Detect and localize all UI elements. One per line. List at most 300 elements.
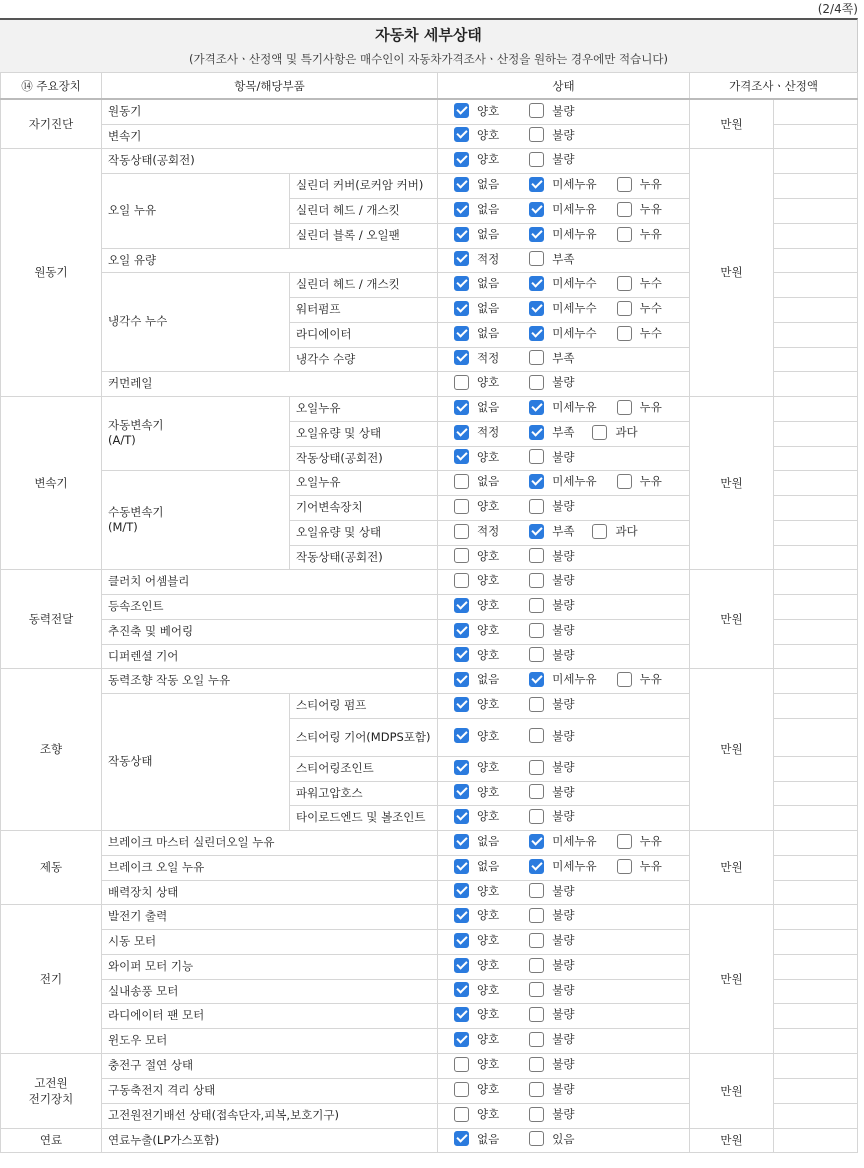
status-option: [454, 932, 499, 948]
remarks-cell[interactable]: [774, 198, 858, 223]
status-option: [454, 226, 499, 242]
item-cell: [102, 148, 438, 173]
status-cell: [438, 1128, 690, 1152]
remarks-cell[interactable]: [774, 272, 858, 297]
checkbox-icon[interactable]: [529, 499, 544, 514]
status-option-label: 불량: [552, 449, 575, 464]
sub-item-cell: [290, 805, 438, 830]
checked-checkbox-icon[interactable]: [454, 202, 469, 217]
status-option-label: 미세누유: [552, 202, 597, 217]
item-cell: [102, 954, 438, 979]
checked-checkbox-icon[interactable]: [454, 103, 469, 118]
item-cell: [102, 619, 438, 644]
item-cell-text: 작동상태(공회전): [108, 153, 195, 167]
checked-checkbox-icon[interactable]: [454, 672, 469, 687]
page-number: (2/4쪽): [817, 2, 858, 16]
status-option: [454, 350, 499, 366]
remarks-cell[interactable]: [774, 347, 858, 371]
item-cell-text: 와이퍼 모터 기능: [108, 959, 194, 973]
category-cell-text: 자기진단: [28, 116, 74, 131]
remarks-cell[interactable]: [774, 1078, 858, 1103]
checkbox-icon[interactable]: [529, 883, 544, 898]
status-option-label: 양호: [477, 127, 500, 142]
checked-checkbox-icon[interactable]: [454, 1131, 469, 1146]
status-option-label: 불량: [552, 958, 575, 973]
checked-checkbox-icon[interactable]: [454, 784, 469, 799]
section-title: 자동차 세부상태: [375, 26, 482, 44]
checkbox-icon[interactable]: [529, 598, 544, 613]
item-cell-text: 오일 누유: [108, 203, 157, 217]
sub-item-cell: [290, 322, 438, 347]
section-subtitle: (가격조사ㆍ산정액 및 특기사항은 매수인이 자동차가격조사ㆍ산정을 원하는 경우에만 적습니다): [189, 52, 668, 66]
checked-checkbox-icon[interactable]: [454, 908, 469, 923]
remarks-cell[interactable]: [774, 495, 858, 520]
status-option: [454, 127, 499, 143]
status-option-label: 누수: [639, 301, 662, 316]
sub-item-cell-text: 실린더 커버(로커암 커버): [296, 178, 424, 192]
status-option: [454, 808, 499, 824]
remarks-cell[interactable]: [774, 124, 858, 148]
checked-checkbox-icon[interactable]: [454, 127, 469, 142]
status-option-label: 없음: [477, 276, 500, 291]
checked-checkbox-icon[interactable]: [529, 276, 544, 291]
remarks-cell[interactable]: [774, 569, 858, 594]
remarks-cell[interactable]: [774, 929, 858, 954]
header-item: 항목/해당부품: [102, 73, 438, 100]
status-option-label: 양호: [477, 1007, 500, 1022]
status-option-label: 양호: [477, 152, 500, 167]
checked-checkbox-icon[interactable]: [529, 400, 544, 415]
checked-checkbox-icon[interactable]: [454, 227, 469, 242]
status-option: [454, 572, 499, 588]
checked-checkbox-icon[interactable]: [529, 202, 544, 217]
checkbox-icon[interactable]: [617, 202, 632, 217]
status-option: [617, 858, 662, 874]
status-cell: [438, 148, 690, 173]
checkbox-icon[interactable]: [529, 251, 544, 266]
price-unit-cell-text: 만원: [720, 971, 743, 986]
status-cell: [438, 223, 690, 248]
remarks-cell[interactable]: [774, 954, 858, 979]
remarks-cell[interactable]: [774, 223, 858, 248]
category-cell: [1, 668, 102, 830]
status-option-label: 있음: [552, 1131, 575, 1146]
status-option-label: 불량: [552, 760, 575, 775]
sub-item-cell-text: 파워고압호스: [296, 785, 363, 800]
status-option: [529, 932, 574, 948]
status-option-label: 양호: [477, 103, 500, 118]
status-option-label: 누유: [639, 859, 662, 874]
remarks-cell[interactable]: [774, 805, 858, 830]
status-option-label: 과다: [615, 425, 638, 440]
status-option: [529, 424, 574, 440]
checked-checkbox-icon[interactable]: [454, 1032, 469, 1047]
checked-checkbox-icon[interactable]: [454, 152, 469, 167]
sub-item-cell: [290, 470, 438, 495]
checked-checkbox-icon[interactable]: [454, 834, 469, 849]
status-option-label: 부족: [552, 524, 575, 539]
remarks-cell[interactable]: [774, 855, 858, 880]
checkbox-icon[interactable]: [454, 548, 469, 563]
checkbox-icon[interactable]: [454, 1082, 469, 1097]
remarks-cell[interactable]: [774, 756, 858, 781]
checked-checkbox-icon[interactable]: [529, 326, 544, 341]
checked-checkbox-icon[interactable]: [529, 834, 544, 849]
status-option-label: 미세누유: [552, 474, 597, 489]
checked-checkbox-icon[interactable]: [454, 697, 469, 712]
sub-item-cell-text: 냉각수 수량: [296, 351, 356, 366]
checkbox-icon[interactable]: [454, 499, 469, 514]
remarks-cell[interactable]: [774, 446, 858, 470]
checkbox-icon[interactable]: [529, 760, 544, 775]
checkbox-icon[interactable]: [454, 1057, 469, 1072]
price-unit-cell-text: 만원: [720, 265, 743, 279]
status-option: [454, 1056, 499, 1072]
status-option: [529, 374, 574, 390]
checked-checkbox-icon[interactable]: [454, 177, 469, 192]
checkbox-icon[interactable]: [529, 103, 544, 118]
remarks-cell[interactable]: [774, 396, 858, 421]
status-option: [529, 759, 574, 775]
checkbox-icon[interactable]: [529, 647, 544, 662]
checked-checkbox-icon[interactable]: [454, 647, 469, 662]
price-unit-cell: [690, 396, 774, 569]
item-cell: [102, 1128, 438, 1152]
status-option: [454, 1131, 499, 1147]
status-cell: [438, 781, 690, 805]
checkbox-icon[interactable]: [529, 127, 544, 142]
remarks-cell[interactable]: [774, 1003, 858, 1028]
item-cell-text: 디퍼렌셜 기어: [108, 648, 179, 663]
price-unit-cell-text: 만원: [720, 1133, 743, 1147]
item-cell: [102, 1003, 438, 1028]
checkbox-icon[interactable]: [592, 524, 607, 539]
checkbox-icon[interactable]: [454, 375, 469, 390]
status-option-label: 없음: [477, 227, 500, 242]
checkbox-icon[interactable]: [617, 859, 632, 874]
status-cell: [438, 830, 690, 855]
checked-checkbox-icon[interactable]: [454, 1007, 469, 1022]
remarks-cell[interactable]: [774, 693, 858, 718]
status-option: [529, 498, 574, 514]
status-option-label: 불량: [552, 1057, 575, 1072]
checkbox-icon[interactable]: [617, 474, 632, 489]
checkbox-icon[interactable]: [529, 1082, 544, 1097]
remarks-cell[interactable]: [774, 173, 858, 198]
remarks-cell[interactable]: [774, 371, 858, 396]
status-option-label: 적정: [477, 251, 500, 266]
remarks-cell[interactable]: [774, 781, 858, 805]
remarks-cell[interactable]: [774, 297, 858, 322]
checkbox-icon[interactable]: [592, 425, 607, 440]
status-option: [454, 251, 499, 267]
remarks-cell[interactable]: [774, 99, 858, 124]
checked-checkbox-icon[interactable]: [454, 933, 469, 948]
checked-checkbox-icon[interactable]: [454, 400, 469, 415]
table-row: [1, 830, 858, 855]
remarks-cell[interactable]: [774, 880, 858, 904]
checked-checkbox-icon[interactable]: [454, 425, 469, 440]
checked-checkbox-icon[interactable]: [529, 859, 544, 874]
table-row: [1, 148, 858, 173]
item-cell-text: 고전원전기배선 상태(접속단자,피복,보호기구): [108, 1108, 340, 1122]
status-option: [529, 350, 574, 366]
checkbox-icon[interactable]: [529, 1007, 544, 1022]
sub-item-cell: [290, 421, 438, 446]
checkbox-icon[interactable]: [529, 809, 544, 824]
remarks-cell[interactable]: [774, 594, 858, 619]
sub-item-cell-text: 스티어링 펌프: [296, 698, 367, 712]
status-cell: [438, 904, 690, 929]
checked-checkbox-icon[interactable]: [454, 760, 469, 775]
checked-checkbox-icon[interactable]: [529, 524, 544, 539]
status-cell: [438, 124, 690, 148]
status-cell: [438, 446, 690, 470]
checkbox-icon[interactable]: [454, 474, 469, 489]
header-price: 가격조사ㆍ산정액: [690, 73, 858, 100]
item-cell-text: 시동 모터: [108, 934, 157, 948]
checked-checkbox-icon[interactable]: [454, 809, 469, 824]
status-option: [454, 275, 499, 291]
status-option: [454, 498, 499, 514]
status-cell: [438, 248, 690, 272]
checkbox-icon[interactable]: [529, 623, 544, 638]
status-option: [454, 548, 499, 564]
remarks-cell[interactable]: [774, 470, 858, 495]
status-option: [529, 696, 574, 712]
checkbox-icon[interactable]: [529, 548, 544, 563]
remarks-cell[interactable]: [774, 718, 858, 756]
checkbox-icon[interactable]: [617, 400, 632, 415]
checked-checkbox-icon[interactable]: [529, 177, 544, 192]
checkbox-icon[interactable]: [617, 326, 632, 341]
sub-item-cell: [290, 693, 438, 718]
status-option-label: 미세누유: [552, 859, 597, 874]
status-option: [529, 1131, 574, 1147]
status-option: [617, 226, 662, 242]
status-option: [454, 784, 499, 800]
status-option: [529, 671, 596, 687]
remarks-cell[interactable]: [774, 148, 858, 173]
status-option-label: 불량: [552, 908, 575, 923]
item-cell-text: 구동축전지 격리 상태: [108, 1083, 216, 1097]
status-option-label: 미세누유: [552, 834, 597, 849]
table-row: [1, 668, 858, 693]
remarks-cell[interactable]: [774, 248, 858, 272]
remarks-cell[interactable]: [774, 322, 858, 347]
status-option-label: 과다: [615, 524, 638, 539]
status-option-label: 불량: [552, 1107, 575, 1122]
checkbox-icon[interactable]: [529, 1057, 544, 1072]
status-option-label: 미세누유: [552, 672, 597, 687]
remarks-cell[interactable]: [774, 1028, 858, 1053]
checked-checkbox-icon[interactable]: [454, 251, 469, 266]
checkbox-icon[interactable]: [617, 177, 632, 192]
checked-checkbox-icon[interactable]: [454, 326, 469, 341]
item-cell: [102, 855, 438, 880]
status-option: [529, 622, 574, 638]
status-option-label: 불량: [552, 982, 575, 997]
checkbox-icon[interactable]: [529, 573, 544, 588]
status-option-label: 불량: [552, 103, 575, 118]
remarks-cell[interactable]: [774, 1103, 858, 1128]
status-cell: [438, 272, 690, 297]
remarks-cell[interactable]: [774, 1128, 858, 1152]
checkbox-icon[interactable]: [454, 573, 469, 588]
remarks-cell[interactable]: [774, 520, 858, 545]
sub-item-cell-text: 오일누유: [296, 401, 341, 415]
sub-item-cell-text: 스티어링조인트: [296, 761, 374, 775]
checkbox-icon[interactable]: [529, 784, 544, 799]
price-unit-cell: [690, 148, 774, 396]
status-option: [454, 957, 499, 973]
status-option: [529, 127, 574, 143]
checked-checkbox-icon[interactable]: [454, 598, 469, 613]
checked-checkbox-icon[interactable]: [454, 350, 469, 365]
item-cell-text: 추진축 및 베어링: [108, 624, 194, 638]
checked-checkbox-icon[interactable]: [454, 859, 469, 874]
status-cell: [438, 322, 690, 347]
status-option: [454, 325, 499, 341]
status-option-label: 없음: [477, 301, 500, 316]
remarks-cell[interactable]: [774, 979, 858, 1003]
sub-item-cell-text: 오일유량 및 상태: [296, 525, 382, 539]
status-option: [454, 759, 499, 775]
checkbox-icon[interactable]: [529, 958, 544, 973]
checkbox-icon[interactable]: [529, 1131, 544, 1146]
checkbox-icon[interactable]: [529, 1032, 544, 1047]
status-option: [529, 1006, 574, 1022]
checked-checkbox-icon[interactable]: [454, 623, 469, 638]
status-cell: [438, 954, 690, 979]
status-option: [529, 548, 574, 564]
status-option-label: 양호: [477, 548, 500, 563]
status-option-label: 양호: [477, 1057, 500, 1072]
status-cell: [438, 520, 690, 545]
checked-checkbox-icon[interactable]: [454, 958, 469, 973]
checkbox-icon[interactable]: [529, 375, 544, 390]
category-cell: [1, 1128, 102, 1152]
status-cell: [438, 718, 690, 756]
checked-checkbox-icon[interactable]: [529, 672, 544, 687]
remarks-cell[interactable]: [774, 668, 858, 693]
checked-checkbox-icon[interactable]: [454, 301, 469, 316]
status-cell: [438, 396, 690, 421]
remarks-cell[interactable]: [774, 619, 858, 644]
item-cell: [102, 880, 438, 904]
checkbox-icon[interactable]: [529, 908, 544, 923]
checkbox-icon[interactable]: [529, 933, 544, 948]
checkbox-icon[interactable]: [617, 301, 632, 316]
status-option: [617, 671, 662, 687]
checked-checkbox-icon[interactable]: [529, 425, 544, 440]
status-option-label: 양호: [477, 908, 500, 923]
status-option: [454, 1106, 499, 1122]
status-cell: [438, 545, 690, 569]
status-option-label: 불량: [552, 573, 575, 588]
item-cell: [102, 1078, 438, 1103]
checked-checkbox-icon[interactable]: [454, 982, 469, 997]
checked-checkbox-icon[interactable]: [454, 276, 469, 291]
header-main-device: ⑭ 주요장치: [1, 73, 102, 100]
remarks-cell[interactable]: [774, 1053, 858, 1078]
checkbox-icon[interactable]: [454, 524, 469, 539]
checkbox-icon[interactable]: [529, 728, 544, 743]
checked-checkbox-icon[interactable]: [529, 474, 544, 489]
checkbox-icon[interactable]: [529, 449, 544, 464]
status-option-label: 없음: [477, 859, 500, 874]
status-option-label: 양호: [477, 958, 500, 973]
checkbox-icon[interactable]: [454, 1107, 469, 1122]
remarks-cell[interactable]: [774, 421, 858, 446]
price-unit-cell-text: 만원: [720, 742, 743, 756]
status-option: [454, 449, 499, 465]
status-option-label: 적정: [477, 524, 500, 539]
status-option: [454, 833, 499, 849]
status-cell: [438, 855, 690, 880]
status-option: [454, 1081, 499, 1097]
status-option-label: 불량: [552, 809, 575, 824]
checkbox-icon[interactable]: [617, 834, 632, 849]
checked-checkbox-icon[interactable]: [454, 728, 469, 743]
checkbox-icon[interactable]: [529, 350, 544, 365]
checkbox-icon[interactable]: [617, 276, 632, 291]
checkbox-icon[interactable]: [529, 152, 544, 167]
checked-checkbox-icon[interactable]: [454, 883, 469, 898]
status-option: [529, 325, 596, 341]
status-option-label: 양호: [477, 623, 500, 638]
category-cell: [1, 904, 102, 1053]
checkbox-icon[interactable]: [529, 982, 544, 997]
remarks-cell[interactable]: [774, 644, 858, 668]
status-option-label: 없음: [477, 202, 500, 217]
item-cell: [102, 830, 438, 855]
category-cell-text: 제동: [39, 860, 63, 874]
checked-checkbox-icon[interactable]: [529, 301, 544, 316]
status-option-label: 불량: [552, 1082, 575, 1097]
remarks-cell[interactable]: [774, 830, 858, 855]
status-option: [529, 858, 596, 874]
item-cell-text: 오일 유량: [108, 252, 157, 267]
category-cell: [1, 569, 102, 668]
checkbox-icon[interactable]: [529, 1107, 544, 1122]
item-cell-text: 브레이크 마스터 실린더오일 누유: [108, 835, 275, 849]
item-cell: [102, 1103, 438, 1128]
status-option: [454, 300, 499, 316]
status-option: [529, 1031, 574, 1047]
checkbox-icon[interactable]: [617, 672, 632, 687]
status-option-label: 불량: [552, 933, 575, 948]
sub-item-cell-text: 실린더 블록 / 오일팬: [296, 228, 400, 242]
status-option-label: 양호: [477, 809, 500, 824]
status-option-label: 불량: [552, 375, 575, 390]
checkbox-icon[interactable]: [529, 697, 544, 712]
status-option: [454, 1031, 499, 1047]
checkbox-icon[interactable]: [617, 227, 632, 242]
item-cell-text: 충전구 절연 상태: [108, 1058, 194, 1072]
header-status: 상태: [438, 73, 690, 100]
item-cell-text: 라디에이터 팬 모터: [108, 1008, 205, 1022]
remarks-cell[interactable]: [774, 545, 858, 569]
sub-item-cell: [290, 718, 438, 756]
detail-status-table: [0, 72, 858, 1153]
status-cell: [438, 198, 690, 223]
checked-checkbox-icon[interactable]: [529, 227, 544, 242]
checked-checkbox-icon[interactable]: [454, 449, 469, 464]
item-cell-text: 변속기: [108, 128, 142, 143]
remarks-cell[interactable]: [774, 904, 858, 929]
status-option-label: 양호: [477, 1032, 500, 1047]
